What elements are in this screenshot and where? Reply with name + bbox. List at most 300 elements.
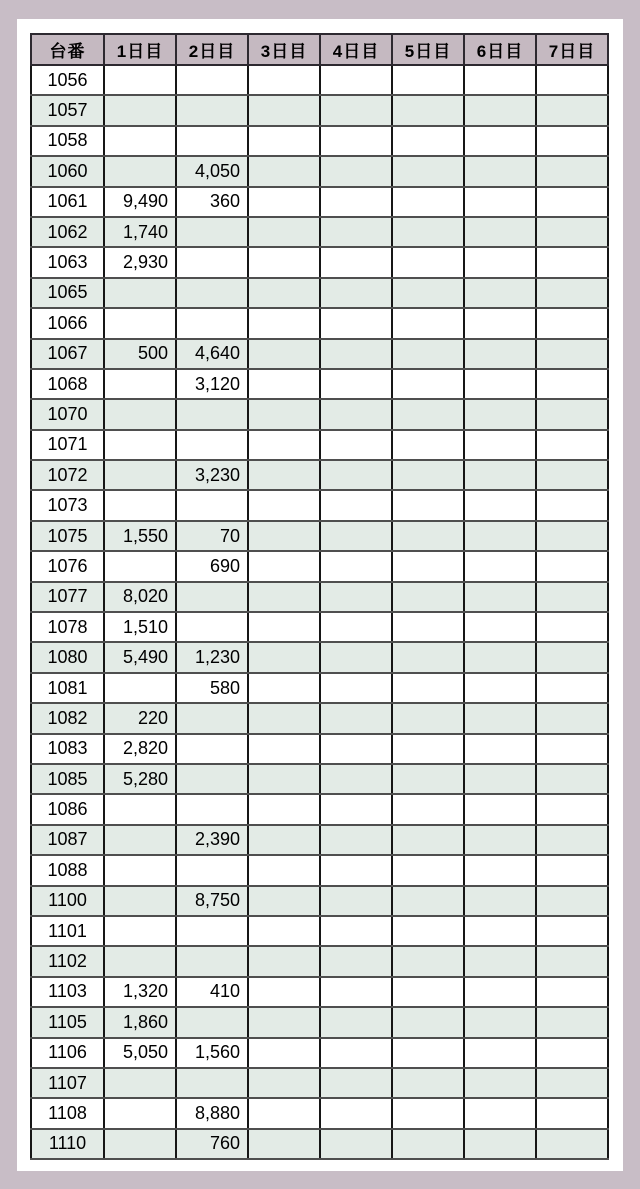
day-3-value-cell — [248, 582, 320, 612]
day-2-value-cell: 690 — [176, 551, 248, 581]
day-7-value-cell — [536, 977, 608, 1007]
table-row — [31, 430, 608, 460]
day-2-value-cell: 8,880 — [176, 1098, 248, 1128]
machine-number-cell: 1070 — [31, 399, 104, 429]
day-5-value-cell — [392, 65, 464, 95]
day-7-value-cell — [536, 673, 608, 703]
machine-number-cell: 1102 — [31, 946, 104, 976]
table-row — [31, 490, 608, 520]
day-4-value-cell — [320, 612, 392, 642]
machine-number-cell: 1068 — [31, 369, 104, 399]
table-row — [31, 825, 608, 855]
day-6-value-cell — [464, 1038, 536, 1068]
day-5-value-cell — [392, 339, 464, 369]
day-1-value-cell — [104, 1129, 176, 1159]
day-6-value-cell — [464, 217, 536, 247]
day-5-value-cell — [392, 916, 464, 946]
day-2-value-cell — [176, 916, 248, 946]
day-1-value-cell: 1,550 — [104, 521, 176, 551]
day-5-value-cell — [392, 673, 464, 703]
day-6-value-cell — [464, 126, 536, 156]
day-1-value-cell — [104, 946, 176, 976]
day-3-value-cell — [248, 95, 320, 125]
day-1-value-cell — [104, 308, 176, 338]
machine-number-cell: 1101 — [31, 916, 104, 946]
day-5-value-cell — [392, 764, 464, 794]
day-6-value-cell — [464, 521, 536, 551]
table-row — [31, 460, 608, 490]
day-4-value-cell — [320, 551, 392, 581]
day-1-value-cell — [104, 399, 176, 429]
machine-number-cell: 1082 — [31, 703, 104, 733]
day-1-value-cell: 5,050 — [104, 1038, 176, 1068]
day-2-value-cell: 3,230 — [176, 460, 248, 490]
day-5-value-cell — [392, 1038, 464, 1068]
day-3-value-cell — [248, 886, 320, 916]
day-2-value-cell — [176, 612, 248, 642]
day-6-value-cell — [464, 642, 536, 672]
machine-number-cell: 1057 — [31, 95, 104, 125]
day-2-value-cell: 3,120 — [176, 369, 248, 399]
day-3-value-cell — [248, 977, 320, 1007]
table-row — [31, 794, 608, 824]
day-6-value-cell — [464, 369, 536, 399]
day-5-value-cell — [392, 126, 464, 156]
day-7-value-cell — [536, 916, 608, 946]
day-3-value-cell — [248, 339, 320, 369]
table-header — [31, 34, 608, 65]
machine-number-cell: 1106 — [31, 1038, 104, 1068]
day-1-value-cell — [104, 369, 176, 399]
day-1-value-cell — [104, 126, 176, 156]
day-2-value-cell — [176, 430, 248, 460]
sheet-panel — [17, 19, 623, 1171]
table-row — [31, 126, 608, 156]
table-row — [31, 764, 608, 794]
day-4-value-cell — [320, 430, 392, 460]
day-5-value-cell — [392, 490, 464, 520]
day-2-value-cell: 1,560 — [176, 1038, 248, 1068]
day-3-value-cell — [248, 217, 320, 247]
machine-number-cell: 1072 — [31, 460, 104, 490]
table-row — [31, 916, 608, 946]
day-5-value-cell — [392, 460, 464, 490]
machine-number-cell: 1080 — [31, 642, 104, 672]
day-5-value-cell — [392, 95, 464, 125]
day-7-value-cell — [536, 1129, 608, 1159]
day-5-value-cell — [392, 521, 464, 551]
day-2-value-cell — [176, 1007, 248, 1037]
day-3-value-cell — [248, 1007, 320, 1037]
table-row — [31, 308, 608, 338]
day-6-value-cell — [464, 156, 536, 186]
column-header-machine-number: 台番 — [31, 34, 104, 65]
day-6-value-cell — [464, 308, 536, 338]
machine-daily-results-table — [30, 33, 609, 1160]
day-7-value-cell — [536, 521, 608, 551]
day-5-value-cell — [392, 278, 464, 308]
table-row — [31, 65, 608, 95]
day-1-value-cell — [104, 490, 176, 520]
day-1-value-cell — [104, 886, 176, 916]
table-row — [31, 946, 608, 976]
day-7-value-cell — [536, 855, 608, 885]
day-4-value-cell — [320, 247, 392, 277]
day-3-value-cell — [248, 1068, 320, 1098]
machine-number-cell: 1103 — [31, 977, 104, 1007]
day-2-value-cell: 4,640 — [176, 339, 248, 369]
day-4-value-cell — [320, 764, 392, 794]
day-2-value-cell: 1,230 — [176, 642, 248, 672]
day-3-value-cell — [248, 1129, 320, 1159]
day-1-value-cell — [104, 430, 176, 460]
day-5-value-cell — [392, 1007, 464, 1037]
day-4-value-cell — [320, 642, 392, 672]
day-3-value-cell — [248, 703, 320, 733]
day-3-value-cell — [248, 460, 320, 490]
day-2-value-cell — [176, 794, 248, 824]
day-3-value-cell — [248, 551, 320, 581]
day-6-value-cell — [464, 187, 536, 217]
day-3-value-cell — [248, 855, 320, 885]
day-7-value-cell — [536, 825, 608, 855]
day-4-value-cell — [320, 1129, 392, 1159]
day-1-value-cell — [104, 460, 176, 490]
day-1-value-cell — [104, 156, 176, 186]
day-1-value-cell — [104, 855, 176, 885]
day-4-value-cell — [320, 308, 392, 338]
machine-number-cell: 1075 — [31, 521, 104, 551]
table-row — [31, 369, 608, 399]
day-7-value-cell — [536, 399, 608, 429]
day-7-value-cell — [536, 642, 608, 672]
machine-number-cell: 1078 — [31, 612, 104, 642]
day-7-value-cell — [536, 764, 608, 794]
day-6-value-cell — [464, 339, 536, 369]
day-4-value-cell — [320, 399, 392, 429]
column-header-day-1: 1日目 — [104, 34, 176, 65]
day-6-value-cell — [464, 551, 536, 581]
day-5-value-cell — [392, 308, 464, 338]
column-header-day-3: 3日目 — [248, 34, 320, 65]
day-3-value-cell — [248, 308, 320, 338]
table-row — [31, 1068, 608, 1098]
day-2-value-cell — [176, 946, 248, 976]
day-6-value-cell — [464, 855, 536, 885]
day-6-value-cell — [464, 1068, 536, 1098]
day-2-value-cell: 8,750 — [176, 886, 248, 916]
machine-number-cell: 1073 — [31, 490, 104, 520]
machine-number-cell: 1061 — [31, 187, 104, 217]
day-2-value-cell: 2,390 — [176, 825, 248, 855]
day-4-value-cell — [320, 734, 392, 764]
day-1-value-cell — [104, 825, 176, 855]
day-1-value-cell — [104, 1098, 176, 1128]
day-5-value-cell — [392, 734, 464, 764]
day-7-value-cell — [536, 490, 608, 520]
day-7-value-cell — [536, 217, 608, 247]
table-row — [31, 551, 608, 581]
day-4-value-cell — [320, 339, 392, 369]
day-7-value-cell — [536, 247, 608, 277]
machine-number-cell: 1108 — [31, 1098, 104, 1128]
table-row — [31, 217, 608, 247]
day-6-value-cell — [464, 1129, 536, 1159]
day-2-value-cell: 580 — [176, 673, 248, 703]
day-3-value-cell — [248, 794, 320, 824]
day-4-value-cell — [320, 1068, 392, 1098]
day-4-value-cell — [320, 369, 392, 399]
day-7-value-cell — [536, 612, 608, 642]
day-5-value-cell — [392, 1129, 464, 1159]
day-2-value-cell — [176, 278, 248, 308]
day-1-value-cell: 9,490 — [104, 187, 176, 217]
day-5-value-cell — [392, 794, 464, 824]
day-4-value-cell — [320, 1098, 392, 1128]
day-3-value-cell — [248, 65, 320, 95]
day-3-value-cell — [248, 490, 320, 520]
day-2-value-cell: 760 — [176, 1129, 248, 1159]
day-3-value-cell — [248, 734, 320, 764]
day-3-value-cell — [248, 612, 320, 642]
table-row — [31, 582, 608, 612]
day-2-value-cell — [176, 95, 248, 125]
day-1-value-cell — [104, 95, 176, 125]
day-5-value-cell — [392, 977, 464, 1007]
day-3-value-cell — [248, 946, 320, 976]
day-5-value-cell — [392, 1068, 464, 1098]
day-2-value-cell: 410 — [176, 977, 248, 1007]
table-body — [31, 65, 608, 1159]
day-7-value-cell — [536, 886, 608, 916]
machine-number-cell: 1085 — [31, 764, 104, 794]
day-4-value-cell — [320, 460, 392, 490]
day-2-value-cell — [176, 490, 248, 520]
day-1-value-cell: 1,320 — [104, 977, 176, 1007]
day-6-value-cell — [464, 825, 536, 855]
day-3-value-cell — [248, 430, 320, 460]
day-3-value-cell — [248, 825, 320, 855]
table-row — [31, 855, 608, 885]
day-2-value-cell: 360 — [176, 187, 248, 217]
day-4-value-cell — [320, 1038, 392, 1068]
machine-number-cell: 1076 — [31, 551, 104, 581]
day-1-value-cell: 1,860 — [104, 1007, 176, 1037]
machine-number-cell: 1081 — [31, 673, 104, 703]
day-6-value-cell — [464, 916, 536, 946]
day-5-value-cell — [392, 612, 464, 642]
machine-number-cell: 1087 — [31, 825, 104, 855]
day-1-value-cell: 5,490 — [104, 642, 176, 672]
day-6-value-cell — [464, 430, 536, 460]
day-4-value-cell — [320, 794, 392, 824]
day-4-value-cell — [320, 95, 392, 125]
day-5-value-cell — [392, 187, 464, 217]
day-2-value-cell — [176, 126, 248, 156]
day-5-value-cell — [392, 703, 464, 733]
day-3-value-cell — [248, 916, 320, 946]
table-row — [31, 278, 608, 308]
day-1-value-cell: 2,930 — [104, 247, 176, 277]
day-6-value-cell — [464, 734, 536, 764]
day-1-value-cell: 5,280 — [104, 764, 176, 794]
table-row — [31, 1098, 608, 1128]
day-1-value-cell: 220 — [104, 703, 176, 733]
day-1-value-cell — [104, 673, 176, 703]
machine-number-cell: 1066 — [31, 308, 104, 338]
day-6-value-cell — [464, 673, 536, 703]
table-row — [31, 673, 608, 703]
day-2-value-cell — [176, 308, 248, 338]
machine-number-cell: 1067 — [31, 339, 104, 369]
day-4-value-cell — [320, 1007, 392, 1037]
day-7-value-cell — [536, 1098, 608, 1128]
table-row — [31, 187, 608, 217]
table-row — [31, 399, 608, 429]
day-4-value-cell — [320, 855, 392, 885]
day-7-value-cell — [536, 794, 608, 824]
day-1-value-cell — [104, 278, 176, 308]
day-7-value-cell — [536, 339, 608, 369]
column-header-day-4: 4日目 — [320, 34, 392, 65]
day-2-value-cell: 4,050 — [176, 156, 248, 186]
day-4-value-cell — [320, 916, 392, 946]
day-6-value-cell — [464, 977, 536, 1007]
day-7-value-cell — [536, 551, 608, 581]
day-5-value-cell — [392, 399, 464, 429]
day-7-value-cell — [536, 95, 608, 125]
machine-number-cell: 1071 — [31, 430, 104, 460]
table-row — [31, 642, 608, 672]
day-2-value-cell — [176, 217, 248, 247]
day-6-value-cell — [464, 399, 536, 429]
day-6-value-cell — [464, 65, 536, 95]
day-5-value-cell — [392, 1098, 464, 1128]
day-2-value-cell — [176, 582, 248, 612]
day-5-value-cell — [392, 430, 464, 460]
day-3-value-cell — [248, 278, 320, 308]
machine-number-cell: 1086 — [31, 794, 104, 824]
column-header-day-7: 7日目 — [536, 34, 608, 65]
day-6-value-cell — [464, 95, 536, 125]
day-4-value-cell — [320, 582, 392, 612]
day-6-value-cell — [464, 460, 536, 490]
day-6-value-cell — [464, 278, 536, 308]
day-4-value-cell — [320, 278, 392, 308]
day-7-value-cell — [536, 308, 608, 338]
day-4-value-cell — [320, 187, 392, 217]
day-4-value-cell — [320, 126, 392, 156]
day-7-value-cell — [536, 156, 608, 186]
day-4-value-cell — [320, 946, 392, 976]
day-7-value-cell — [536, 946, 608, 976]
day-4-value-cell — [320, 490, 392, 520]
day-3-value-cell — [248, 764, 320, 794]
machine-number-cell: 1105 — [31, 1007, 104, 1037]
day-5-value-cell — [392, 156, 464, 186]
table-row — [31, 247, 608, 277]
table-row — [31, 977, 608, 1007]
day-3-value-cell — [248, 369, 320, 399]
table-row — [31, 339, 608, 369]
day-2-value-cell — [176, 703, 248, 733]
table-row — [31, 1007, 608, 1037]
day-6-value-cell — [464, 764, 536, 794]
day-6-value-cell — [464, 582, 536, 612]
day-5-value-cell — [392, 551, 464, 581]
day-6-value-cell — [464, 1098, 536, 1128]
machine-number-cell: 1110 — [31, 1129, 104, 1159]
table-row — [31, 1038, 608, 1068]
table-row — [31, 521, 608, 551]
day-7-value-cell — [536, 582, 608, 612]
day-3-value-cell — [248, 521, 320, 551]
day-4-value-cell — [320, 65, 392, 95]
machine-number-cell: 1063 — [31, 247, 104, 277]
day-3-value-cell — [248, 187, 320, 217]
table-row — [31, 703, 608, 733]
machine-number-cell: 1083 — [31, 734, 104, 764]
day-6-value-cell — [464, 612, 536, 642]
day-2-value-cell — [176, 734, 248, 764]
column-header-day-5: 5日目 — [392, 34, 464, 65]
day-7-value-cell — [536, 734, 608, 764]
table-row — [31, 886, 608, 916]
machine-number-cell: 1060 — [31, 156, 104, 186]
machine-number-cell: 1056 — [31, 65, 104, 95]
day-3-value-cell — [248, 247, 320, 277]
day-3-value-cell — [248, 1038, 320, 1068]
day-1-value-cell: 1,510 — [104, 612, 176, 642]
day-7-value-cell — [536, 187, 608, 217]
day-1-value-cell: 8,020 — [104, 582, 176, 612]
machine-number-cell: 1058 — [31, 126, 104, 156]
day-7-value-cell — [536, 126, 608, 156]
day-7-value-cell — [536, 1007, 608, 1037]
day-3-value-cell — [248, 642, 320, 672]
day-7-value-cell — [536, 1068, 608, 1098]
day-6-value-cell — [464, 1007, 536, 1037]
day-1-value-cell — [104, 1068, 176, 1098]
machine-number-cell: 1077 — [31, 582, 104, 612]
day-5-value-cell — [392, 369, 464, 399]
day-3-value-cell — [248, 156, 320, 186]
day-4-value-cell — [320, 521, 392, 551]
day-1-value-cell: 500 — [104, 339, 176, 369]
day-6-value-cell — [464, 794, 536, 824]
day-1-value-cell: 1,740 — [104, 217, 176, 247]
day-3-value-cell — [248, 673, 320, 703]
day-7-value-cell — [536, 703, 608, 733]
day-2-value-cell — [176, 1068, 248, 1098]
day-2-value-cell — [176, 764, 248, 794]
day-7-value-cell — [536, 460, 608, 490]
day-4-value-cell — [320, 156, 392, 186]
day-2-value-cell — [176, 399, 248, 429]
day-5-value-cell — [392, 886, 464, 916]
day-3-value-cell — [248, 399, 320, 429]
day-4-value-cell — [320, 703, 392, 733]
column-header-day-6: 6日目 — [464, 34, 536, 65]
column-header-day-2: 2日目 — [176, 34, 248, 65]
day-1-value-cell: 2,820 — [104, 734, 176, 764]
table-row — [31, 734, 608, 764]
day-7-value-cell — [536, 430, 608, 460]
day-6-value-cell — [464, 703, 536, 733]
day-5-value-cell — [392, 946, 464, 976]
machine-number-cell: 1100 — [31, 886, 104, 916]
day-1-value-cell — [104, 916, 176, 946]
